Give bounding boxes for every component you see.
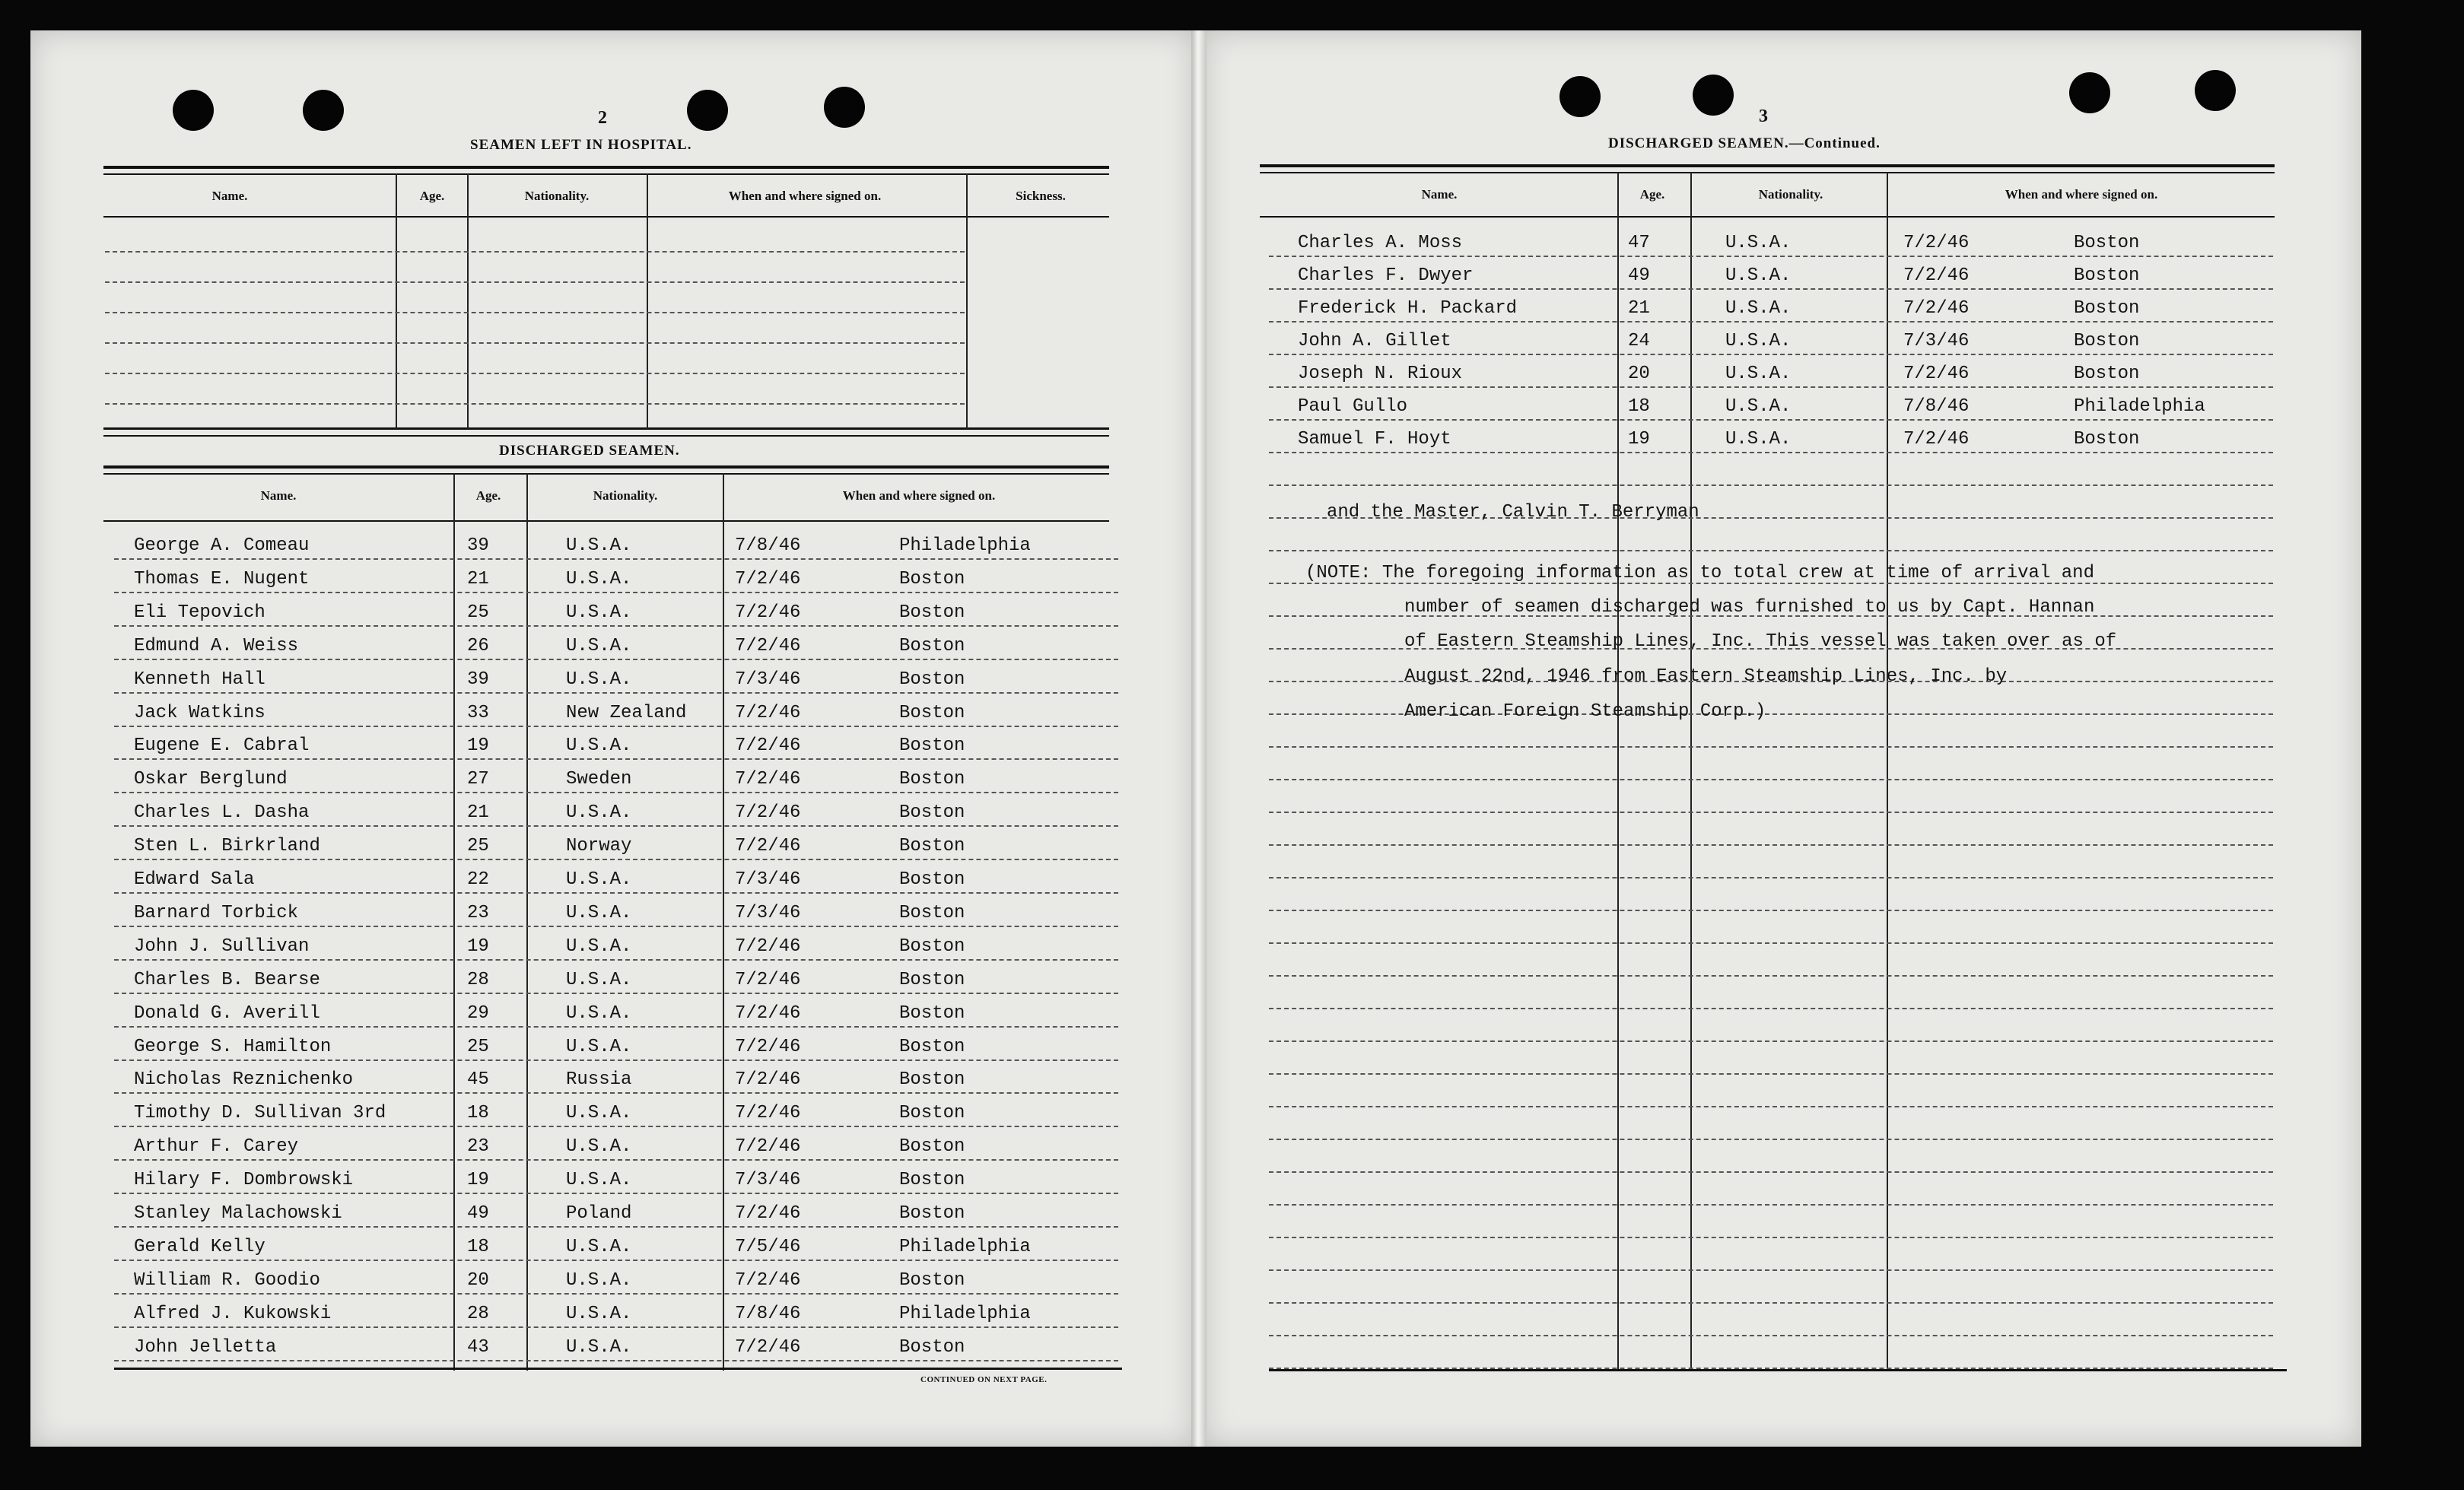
- seaman-name: Timothy D. Sullivan 3rd: [134, 1103, 386, 1123]
- note-line: number of seamen discharged was furnished to us by Capt. Hannan: [1404, 597, 2095, 618]
- signed-on-place: Philadelphia: [899, 1237, 1031, 1257]
- seaman-name: Paul Gullo: [1298, 396, 1408, 417]
- ruled-line: [1269, 877, 2273, 878]
- ruled-line: [1269, 1204, 2273, 1206]
- seaman-age: 28: [467, 1304, 489, 1324]
- signed-on-date: 7/2/46: [735, 1103, 801, 1123]
- ruled-line: [114, 993, 1118, 994]
- seaman-name: Thomas E. Nugent: [134, 569, 310, 589]
- punch-hole: [2195, 70, 2236, 111]
- signed-on-date: 7/2/46: [735, 802, 801, 823]
- hospital-header-age: Age.: [419, 189, 445, 203]
- signed-on-place: Boston: [899, 669, 965, 690]
- ruled-line: [1269, 1040, 2273, 1042]
- seaman-nationality: U.S.A.: [566, 735, 632, 756]
- seaman-name: Donald G. Averill: [134, 1003, 320, 1024]
- page-number-right: 3: [1759, 106, 1768, 126]
- seaman-nationality: U.S.A.: [1725, 298, 1792, 319]
- punch-hole: [687, 90, 728, 131]
- seaman-name: John Jelletta: [134, 1337, 277, 1358]
- signed-on-date: 7/2/46: [1903, 233, 1970, 253]
- ruled-line: [1269, 419, 2273, 421]
- seaman-age: 33: [467, 703, 489, 723]
- ruled-line: [105, 281, 965, 283]
- seaman-nationality: U.S.A.: [566, 669, 632, 690]
- seaman-nationality: Poland: [566, 1203, 632, 1224]
- ruled-line: [1269, 1302, 2273, 1304]
- signed-on-date: 7/2/46: [735, 703, 801, 723]
- seaman-age: 49: [467, 1203, 489, 1224]
- ruled-line: [1269, 779, 2273, 780]
- right-header-signed-on: When and where signed on.: [2005, 187, 2158, 202]
- ruled-line: [114, 1360, 1118, 1361]
- seaman-name: Sten L. Birkrland: [134, 836, 320, 856]
- seaman-nationality: U.S.A.: [566, 936, 632, 957]
- ruled-line: [1269, 321, 2273, 322]
- discharged-header-signed-on: When and where signed on.: [842, 488, 996, 503]
- right-header-nationality: Nationality.: [1758, 187, 1823, 202]
- signed-on-date: 7/2/46: [1903, 429, 1970, 450]
- ruled-line: [1269, 1171, 2273, 1173]
- ruled-line: [105, 251, 965, 253]
- signed-on-place: Boston: [899, 569, 965, 589]
- ruled-line: [114, 792, 1118, 793]
- right-header-age: Age.: [1639, 187, 1665, 202]
- seaman-nationality: Norway: [566, 836, 632, 856]
- ruled-line: [114, 1026, 1118, 1028]
- signed-on-date: 7/8/46: [735, 1304, 801, 1324]
- seaman-name: Edmund A. Weiss: [134, 636, 299, 656]
- signed-on-place: Boston: [899, 602, 965, 623]
- seaman-age: 25: [467, 836, 489, 856]
- signed-on-place: Boston: [899, 1136, 965, 1157]
- punch-hole: [173, 90, 214, 131]
- signed-on-place: Boston: [2074, 429, 2140, 450]
- seaman-nationality: U.S.A.: [566, 1136, 632, 1157]
- seaman-age: 19: [1628, 429, 1650, 450]
- hospital-header-name: Name.: [211, 189, 248, 203]
- signed-on-date: 7/2/46: [735, 1003, 801, 1024]
- ruled-line: [1269, 812, 2273, 813]
- seaman-nationality: U.S.A.: [566, 636, 632, 656]
- signed-on-date: 7/3/46: [735, 669, 801, 690]
- signed-on-date: 7/2/46: [735, 1270, 801, 1291]
- ruled-line: [1269, 550, 2273, 551]
- ruled-line: [114, 659, 1118, 660]
- signed-on-place: Boston: [899, 636, 965, 656]
- seaman-nationality: U.S.A.: [566, 1270, 632, 1291]
- signed-on-place: Boston: [899, 970, 965, 990]
- note-line: August 22nd, 1946 from Eastern Steamship Lines, Inc. by: [1404, 666, 2008, 687]
- ruled-line: [114, 1159, 1118, 1161]
- discharged-header-nationality: Nationality.: [593, 488, 658, 503]
- signed-on-place: Boston: [899, 1203, 965, 1224]
- ruled-line: [114, 1060, 1118, 1061]
- seaman-age: 22: [467, 869, 489, 890]
- seaman-nationality: U.S.A.: [566, 802, 632, 823]
- seaman-name: Kenneth Hall: [134, 669, 265, 690]
- seaman-age: 39: [467, 669, 489, 690]
- punch-hole: [1693, 75, 1734, 116]
- ruled-line: [114, 726, 1118, 727]
- seaman-nationality: U.S.A.: [566, 903, 632, 923]
- signed-on-date: 7/2/46: [735, 1337, 801, 1358]
- signed-on-place: Boston: [2074, 364, 2140, 384]
- punch-hole: [1559, 76, 1601, 117]
- seaman-nationality: U.S.A.: [566, 1170, 632, 1190]
- signed-on-place: Boston: [899, 1069, 965, 1090]
- hospital-header-sickness: Sickness.: [1016, 189, 1066, 203]
- seaman-name: Jack Watkins: [134, 703, 265, 723]
- seaman-name: Charles B. Bearse: [134, 970, 320, 990]
- seaman-age: 20: [467, 1270, 489, 1291]
- ruled-line: [114, 859, 1118, 860]
- signed-on-place: Boston: [899, 1003, 965, 1024]
- signed-on-place: Boston: [899, 1103, 965, 1123]
- seaman-nationality: New Zealand: [566, 703, 687, 723]
- seaman-name: John J. Sullivan: [134, 936, 310, 957]
- hospital-top-rule: [103, 166, 1109, 169]
- ruled-line: [1269, 256, 2273, 257]
- seaman-nationality: U.S.A.: [566, 1003, 632, 1024]
- ruled-line: [114, 1293, 1118, 1295]
- punch-hole: [303, 90, 344, 131]
- page-number-left: 2: [598, 108, 607, 128]
- ruled-line: [1269, 1139, 2273, 1140]
- seaman-nationality: U.S.A.: [566, 970, 632, 990]
- signed-on-date: 7/3/46: [735, 903, 801, 923]
- signed-on-date: 7/3/46: [1903, 331, 1970, 351]
- signed-on-place: Boston: [2074, 298, 2140, 319]
- seaman-age: 21: [1628, 298, 1650, 319]
- signed-on-place: Boston: [899, 903, 965, 923]
- ruled-line: [114, 1326, 1118, 1328]
- seaman-nationality: U.S.A.: [1725, 331, 1792, 351]
- seaman-name: Edward Sala: [134, 869, 255, 890]
- ruled-line: [114, 1126, 1118, 1127]
- signed-on-date: 7/2/46: [1903, 364, 1970, 384]
- note-line: (NOTE: The foregoing information as to total crew at time of arrival and: [1305, 563, 2094, 583]
- signed-on-date: 7/2/46: [735, 1037, 801, 1057]
- signed-on-place: Boston: [899, 869, 965, 890]
- seaman-age: 18: [467, 1103, 489, 1123]
- seaman-name: Stanley Malachowski: [134, 1203, 342, 1224]
- seaman-age: 26: [467, 636, 489, 656]
- seaman-nationality: U.S.A.: [566, 1037, 632, 1057]
- signed-on-place: Philadelphia: [899, 1304, 1031, 1324]
- ruled-line: [114, 625, 1118, 627]
- seaman-name: Barnard Torbick: [134, 903, 299, 923]
- seaman-name: Charles A. Moss: [1298, 233, 1463, 253]
- ruled-line: [1269, 1073, 2273, 1075]
- seaman-age: 43: [467, 1337, 489, 1358]
- signed-on-place: Boston: [899, 1337, 965, 1358]
- signed-on-date: 7/8/46: [735, 535, 801, 556]
- ruled-line: [114, 758, 1118, 760]
- seaman-name: John A. Gillet: [1298, 331, 1451, 351]
- ruled-line: [114, 825, 1118, 827]
- ruled-line: [1269, 844, 2273, 846]
- ruled-line: [1269, 452, 2273, 453]
- signed-on-place: Boston: [2074, 331, 2140, 351]
- ruled-line: [1269, 942, 2273, 944]
- signed-on-date: 7/2/46: [735, 970, 801, 990]
- seaman-name: Eugene E. Cabral: [134, 735, 310, 756]
- seaman-age: 18: [467, 1237, 489, 1257]
- signed-on-place: Boston: [899, 735, 965, 756]
- signed-on-place: Boston: [2074, 233, 2140, 253]
- ruled-line: [114, 959, 1118, 961]
- ruled-line: [114, 592, 1118, 593]
- signed-on-date: 7/2/46: [735, 936, 801, 957]
- ruled-line: [1269, 1269, 2273, 1271]
- note-line: of Eastern Steamship Lines, Inc. This vessel was taken over as of: [1404, 631, 2117, 652]
- discharged-continued-title: DISCHARGED SEAMEN.—Continued.: [1608, 135, 1881, 151]
- signed-on-date: 7/5/46: [735, 1237, 801, 1257]
- seaman-name: Charles F. Dwyer: [1298, 265, 1474, 286]
- seaman-nationality: U.S.A.: [566, 569, 632, 589]
- signed-on-date: 7/2/46: [1903, 298, 1970, 319]
- seaman-age: 27: [467, 769, 489, 789]
- seaman-name: Hilary F. Dombrowski: [134, 1170, 354, 1190]
- ruled-line: [1269, 1106, 2273, 1107]
- signed-on-place: Boston: [2074, 265, 2140, 286]
- signed-on-date: 7/8/46: [1903, 396, 1970, 417]
- seaman-nationality: U.S.A.: [566, 1337, 632, 1358]
- signed-on-place: Boston: [899, 1170, 965, 1190]
- signed-on-date: 7/2/46: [735, 1136, 801, 1157]
- seaman-name: Gerald Kelly: [134, 1237, 265, 1257]
- ruled-line: [1269, 1335, 2273, 1336]
- ruled-line: [105, 403, 965, 405]
- seaman-age: 25: [467, 602, 489, 623]
- ruled-line: [1269, 354, 2273, 355]
- seaman-name: George S. Hamilton: [134, 1037, 332, 1057]
- signed-on-place: Philadelphia: [2074, 396, 2205, 417]
- hospital-section-title: SEAMEN LEFT IN HOSPITAL.: [470, 137, 692, 153]
- signed-on-date: 7/3/46: [735, 869, 801, 890]
- seaman-age: 18: [1628, 396, 1650, 417]
- seaman-age: 24: [1628, 331, 1650, 351]
- discharged-header-age: Age.: [475, 488, 501, 503]
- seaman-age: 39: [467, 535, 489, 556]
- seaman-name: William R. Goodio: [134, 1270, 320, 1291]
- signed-on-place: Boston: [899, 802, 965, 823]
- signed-on-date: 7/3/46: [735, 1170, 801, 1190]
- seaman-name: Alfred J. Kukowski: [134, 1304, 332, 1324]
- punch-hole: [2069, 72, 2110, 113]
- hospital-header-nationality: Nationality.: [524, 189, 590, 203]
- punch-hole: [824, 87, 865, 128]
- master-line: and the Master, Calvin T. Berryman: [1327, 502, 1699, 523]
- ruled-line: [1269, 910, 2273, 911]
- hospital-header-signed-on: When and where signed on.: [728, 189, 882, 203]
- page-fold: [1191, 30, 1207, 1447]
- ruled-line: [105, 312, 965, 313]
- ruled-line: [1269, 975, 2273, 977]
- signed-on-date: 7/2/46: [735, 769, 801, 789]
- signed-on-date: 7/2/46: [735, 569, 801, 589]
- seaman-nationality: U.S.A.: [1725, 364, 1792, 384]
- seaman-nationality: U.S.A.: [1725, 233, 1792, 253]
- seaman-age: 47: [1628, 233, 1650, 253]
- signed-on-date: 7/2/46: [1903, 265, 1970, 286]
- seaman-nationality: U.S.A.: [1725, 429, 1792, 450]
- signed-on-date: 7/2/46: [735, 636, 801, 656]
- seaman-nationality: U.S.A.: [566, 1304, 632, 1324]
- seaman-nationality: Sweden: [566, 769, 632, 789]
- seaman-age: 21: [467, 802, 489, 823]
- signed-on-place: Boston: [899, 1270, 965, 1291]
- continued-footer: CONTINUED ON NEXT PAGE.: [920, 1375, 1048, 1384]
- ruled-line: [114, 1260, 1118, 1261]
- signed-on-place: Boston: [899, 703, 965, 723]
- ruled-line: [114, 1193, 1118, 1194]
- seaman-age: 20: [1628, 364, 1650, 384]
- signed-on-place: Philadelphia: [899, 535, 1031, 556]
- ruled-line: [105, 373, 965, 374]
- signed-on-date: 7/2/46: [735, 602, 801, 623]
- ruled-line: [114, 1226, 1118, 1228]
- seaman-nationality: U.S.A.: [1725, 396, 1792, 417]
- note-line: American Foreign Steamship Corp.): [1404, 701, 1766, 722]
- ruled-line: [1269, 1237, 2273, 1238]
- ruled-line: [1269, 386, 2273, 388]
- seaman-age: 25: [467, 1037, 489, 1057]
- signed-on-date: 7/2/46: [735, 1203, 801, 1224]
- ruled-line: [114, 1092, 1118, 1094]
- seaman-age: 19: [467, 735, 489, 756]
- signed-on-date: 7/2/46: [735, 1069, 801, 1090]
- signed-on-date: 7/2/46: [735, 836, 801, 856]
- ruled-line: [1269, 288, 2273, 290]
- seaman-name: Charles L. Dasha: [134, 802, 310, 823]
- discharged-section-title: DISCHARGED SEAMEN.: [499, 443, 680, 459]
- signed-on-place: Boston: [899, 936, 965, 957]
- signed-on-place: Boston: [899, 1037, 965, 1057]
- seaman-name: Frederick H. Packard: [1298, 298, 1518, 319]
- seaman-nationality: U.S.A.: [566, 535, 632, 556]
- seaman-nationality: U.S.A.: [566, 602, 632, 623]
- seaman-name: Samuel F. Hoyt: [1298, 429, 1451, 450]
- seaman-name: George A. Comeau: [134, 535, 310, 556]
- seaman-name: Oskar Berglund: [134, 769, 288, 789]
- ruled-line: [114, 926, 1118, 927]
- seaman-age: 23: [467, 1136, 489, 1157]
- ruled-line: [1269, 1368, 2273, 1369]
- right-header-name: Name.: [1421, 187, 1458, 202]
- seaman-age: 49: [1628, 265, 1650, 286]
- ruled-line: [114, 558, 1118, 560]
- seaman-nationality: U.S.A.: [566, 1237, 632, 1257]
- seaman-nationality: U.S.A.: [566, 869, 632, 890]
- seaman-nationality: U.S.A.: [1725, 265, 1792, 286]
- seaman-name: Joseph N. Rioux: [1298, 364, 1463, 384]
- seaman-age: 19: [467, 1170, 489, 1190]
- signed-on-date: 7/2/46: [735, 735, 801, 756]
- seaman-nationality: U.S.A.: [566, 1103, 632, 1123]
- signed-on-place: Boston: [899, 836, 965, 856]
- seaman-age: 28: [467, 970, 489, 990]
- signed-on-place: Boston: [899, 769, 965, 789]
- seaman-nationality: Russia: [566, 1069, 632, 1090]
- ruled-line: [114, 892, 1118, 894]
- ruled-line: [114, 692, 1118, 694]
- seaman-age: 29: [467, 1003, 489, 1024]
- seaman-age: 19: [467, 936, 489, 957]
- ruled-line: [1269, 484, 2273, 486]
- ruled-line: [1269, 1008, 2273, 1009]
- seaman-name: Arthur F. Carey: [134, 1136, 299, 1157]
- ruled-line: [1269, 746, 2273, 748]
- discharged-header-name: Name.: [260, 488, 297, 503]
- seaman-age: 45: [467, 1069, 489, 1090]
- seaman-name: Nicholas Reznichenko: [134, 1069, 354, 1090]
- seaman-age: 21: [467, 569, 489, 589]
- ruled-line: [105, 342, 965, 344]
- seaman-age: 23: [467, 903, 489, 923]
- seaman-name: Eli Tepovich: [134, 602, 265, 623]
